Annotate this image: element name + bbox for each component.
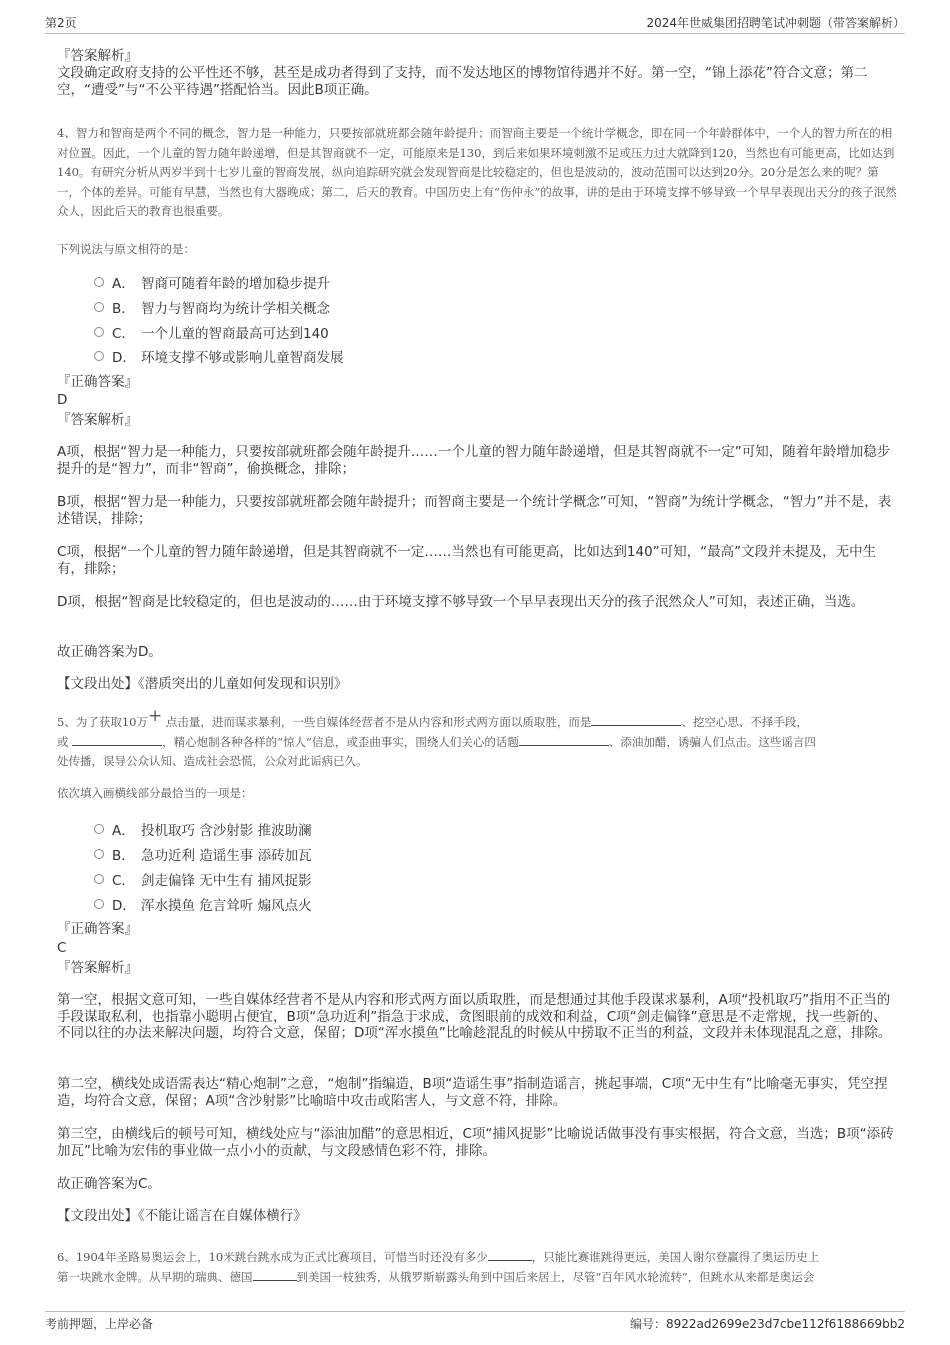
q5-analysis-2: 第二空，横线处成语需表达“精心炮制”之意，“炮制”指编造，B项“造谣生事”指制造谣言，挑起事端，C项“无中生有”比喻毫无事实，凭空捏造，均符合文意，保留；A项“含沙射影”比喻暗中攻击或陷害人，与文意不符，排除。	[57, 1076, 888, 1109]
q4-analysis-d: D项，根据“智商是比较稳定的，但也是波动的……由于环境支撑不够导致一个早早表现出天分的孩子泯然众人”可知，表述正确，当选。	[57, 594, 865, 610]
radio-icon[interactable]	[94, 351, 104, 361]
q4-analysis-label: 『答案解析』	[57, 412, 138, 428]
q4-source: 【文段出处】《潜质突出的儿童如何发现和识别》	[57, 676, 348, 692]
q5-correct-label: 『正确答案』	[57, 921, 138, 937]
q4-question: 下列说法与原文相符的是：	[57, 242, 195, 256]
q5-passage-line-1: 5、为了获取10万+ 点击量，进而谋求暴利，一些自媒体经营者不是从内容和形式两方面以质取胜，而是 、挖空心思、不择手段，	[57, 706, 808, 729]
radio-icon[interactable]	[94, 899, 104, 909]
q5-question: 依次填入画横线部分最恰当的一项是：	[57, 786, 253, 800]
blank-3[interactable]	[519, 733, 609, 746]
blank-2[interactable]	[72, 733, 162, 746]
q4-conclusion: 故正确答案为D。	[57, 644, 162, 660]
q4-analysis-c: C项，根据“一个儿童的智力随年龄递增，但是其智商就不一定……当然也有可能更高，比如达到140”可知，“最高”文段并未提及，无中生有，排除；	[57, 544, 877, 577]
q3-analysis: 文段确定政府支持的公平性还不够，甚至是成功者得到了支持，而不发达地区的博物馆待遇并不好。第一空，“锦上添花”符合文意；第二空，“遭受”与“不公平待遇”搭配恰当。因此B项正确。	[57, 65, 868, 98]
q5-correct-answer: C	[57, 940, 67, 956]
document-title: 2024年世威集团招聘笔试冲刺题（带答案解析）	[646, 16, 905, 30]
q4-correct-label: 『正确答案』	[57, 374, 138, 390]
footer-slogan: 考前押题，上岸必备	[45, 1317, 154, 1331]
q5-analysis-3: 第三空，由横线后的顿号可知，横线处应与“添油加醋”的意思相近，C项“捕风捉影”比喻说话做事没有事实根据，符合文意，当选；B项“添砖加瓦”比喻为宏伟的事业做一点小小的贡献，与文段感情色彩不符，排除。	[57, 1126, 894, 1159]
q4-analysis-a: A项，根据“智力是一种能力，只要按部就班都会随年龄提升……一个儿童的智力随年龄递增，但是其智商就不一定”可知，随着年龄增加稳步提升的是“智力”，而非“智商”，偷换概念，排除；	[57, 444, 891, 477]
q5-passage-line-2: 或 ，精心炮制各种各样的“惊人”信息，或歪曲事实，围绕人们关心的话题 、添油加醋，诱骗人们点击。这些谣言四	[57, 735, 816, 749]
document-id: 编号：8922ad2699e23d7cbe112f6188669bb2	[630, 1317, 905, 1331]
q5-analysis-label: 『答案解析』	[57, 960, 138, 976]
page-number: 第2页	[45, 16, 77, 30]
page-header	[45, 14, 905, 34]
q5-analysis-1: 第一空，根据文意可知，一些自媒体经营者不是从内容和形式两方面以质取胜，而是想通过其他手段谋求暴利，A项“投机取巧”指用不正当的手段谋取私利，也指靠小聪明占便宜，B项“急功近利”指急于求成，贪图眼前的成效和利益，C项“剑走偏锋”意思是不走常规，找一些新的、不同以往的办法来解决问题，均符合文意，保留；D项“浑水摸鱼”比喻趁混乱的时候从中捞取不正当的利益，文段并未体现混乱之意，排除。	[57, 992, 892, 1041]
radio-icon[interactable]	[94, 277, 104, 287]
plus-icon: +	[147, 706, 163, 726]
q5-conclusion: 故正确答案为C。	[57, 1176, 161, 1192]
blank-q6-1[interactable]	[488, 1248, 532, 1261]
blank-q6-2[interactable]	[253, 1268, 297, 1281]
q6-passage-line-1: 6、1904年圣路易奥运会上，10米跳台跳水成为正式比赛项目，可惜当时还没有多少 ，只能比赛谁跳得更远，美国人谢尔登赢得了奥运历史上	[57, 1250, 820, 1264]
footer-divider	[45, 1311, 905, 1312]
q3-analysis-label: 『答案解析』	[57, 48, 138, 64]
radio-icon[interactable]	[94, 327, 104, 337]
page-footer	[45, 1315, 905, 1335]
radio-icon[interactable]	[94, 302, 104, 312]
q4-correct-answer: D	[57, 392, 68, 408]
q5-source: 【文段出处】《不能让谣言在自媒体横行》	[57, 1208, 307, 1224]
q4-analysis-b: B项，根据“智力是一种能力，只要按部就班都会随年龄提升；而智商主要是一个统计学概念”可知，“智商”为统计学概念，“智力”并不是，表述错误，排除；	[57, 494, 892, 527]
radio-icon[interactable]	[94, 874, 104, 884]
q4-passage: 4、智力和智商是两个不同的概念，智力是一种能力，只要按部就班都会随年龄提升；而智商主要是一个统计学概念，即在同一个年龄群体中，一个人的智力所在的相对位置。因此，一个儿童的智力随年龄递增，但是其智商就不一定，可能原来是130，到后来如果环境刺激不足或压力过大就降到120，当然也有可能更高，比如达到140。有研究分析从两岁半到十七岁儿童的智商发展，纵向追踪研究就会发现智商是比较稳定的，但也是波动的，波动范围可以达到20分。20分是怎么来的呢？第一，个体的差异。可能有早慧，当然也有大器晚成；第二，后天的教育。中国历史上有“伤仲永”的故事，讲的是由于环境支撑不够导致一个早早表现出天分的孩子泯然众人，因此后天的教育也很重要。	[57, 126, 897, 218]
radio-icon[interactable]	[94, 824, 104, 834]
q6-passage-line-2: 第一块跳水金牌。从早期的瑞典、德国 到美国一枝独秀，从俄罗斯崭露头角到中国后来居上，尽管“百年风水轮流转”，但跳水从来都是奥运会	[57, 1270, 815, 1284]
header-divider	[45, 33, 905, 34]
blank-1[interactable]	[591, 713, 681, 726]
q5-passage-line-3: 处传播，误导公众认知、造成社会恐慌，公众对此诟病已久。	[57, 754, 368, 768]
radio-icon[interactable]	[94, 849, 104, 859]
